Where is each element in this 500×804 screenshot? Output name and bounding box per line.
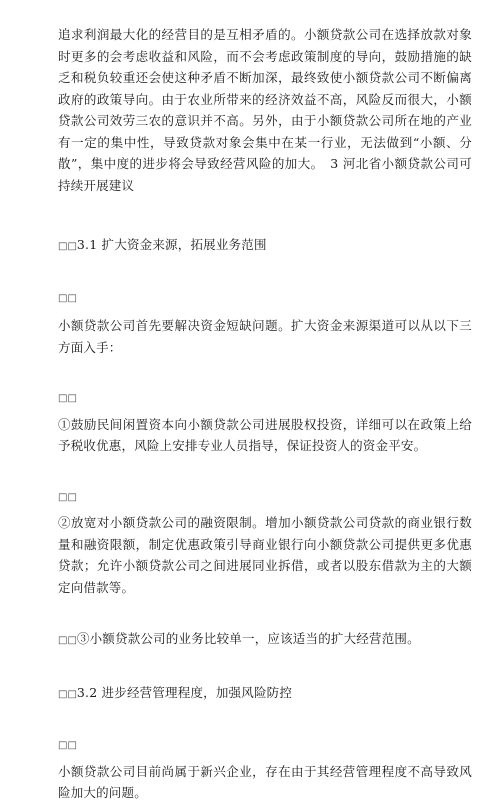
placeholder-box: □□ bbox=[58, 740, 77, 751]
section-3-2-lead: 小额贷款公司目前尚属于新兴企业，存在由于其经营管理程度不高导致风险加大的问题。 bbox=[58, 763, 472, 800]
placeholder-box: □□ bbox=[58, 292, 77, 304]
placeholder-box: □□ bbox=[58, 635, 77, 646]
section-3-1-item-2: ②放宽对小额贷款公司的融资限制。增加小额贷款公司贷款的商业银行数量和融资限额，制定优惠政策引导商业银行向小额贷款公司提供更多优惠贷款；允许小额贷款公司之间进展同业拆借，或者以股东借款为主的大额定向借款等。 bbox=[58, 515, 472, 595]
section-3-1-item-3-text: ③小额贷款公司的业务比较单一，应该适当的扩大经营范围。 bbox=[76, 631, 420, 646]
section-3-1-heading bbox=[58, 234, 472, 258]
section-3-1-item-3 bbox=[58, 628, 472, 652]
placeholder-box: □□ bbox=[58, 688, 77, 700]
section-3-2-heading-text: 3.2 进步经营管理程度，加强风险防控 bbox=[76, 684, 293, 700]
section-3-2-heading bbox=[58, 682, 472, 706]
section-3-1-heading-text: 3.1 扩大资金来源，拓展业务范围 bbox=[76, 237, 267, 252]
placeholder-box: □□ bbox=[58, 491, 77, 503]
section-3-1-item-1: ①鼓励民间闲置资本向小额贷款公司进展股权投资，详细可以在政策上给予税收优惠，风险上安排专业人员指导，保证投资人的资金平安。 bbox=[58, 416, 472, 453]
section-3-1-lead: 小额贷款公司首先要解决资金短缺问题。扩大资金来源渠道可以从以下三方面入手： bbox=[58, 318, 472, 355]
placeholder-box: □□ bbox=[58, 393, 77, 404]
intro-paragraph: 追求利润最大化的经营目的是互相矛盾的。小额贷款公司在选择放款对象时更多的会考虑收益和风险，而不会考虑政策制度的导向，鼓励措施的缺乏和税负较重还会使这种矛盾不断加深，最终致使小额贷款公司不断偏离政府的政策导向。由于农业所带来的经济效益不高，风险反而很大，小额贷款公司效劳三农的意识并不高。另外，由于小额贷款公司所在地的产业有一定的集中性，导致贷款对象会集中在某一行业，无法做到“小额、分散”，集中度的进步将会导致经营风险的加大。 3 河北省小额贷款公司可持续开展建议 bbox=[58, 27, 472, 193]
placeholder-box: □□ bbox=[58, 241, 77, 252]
